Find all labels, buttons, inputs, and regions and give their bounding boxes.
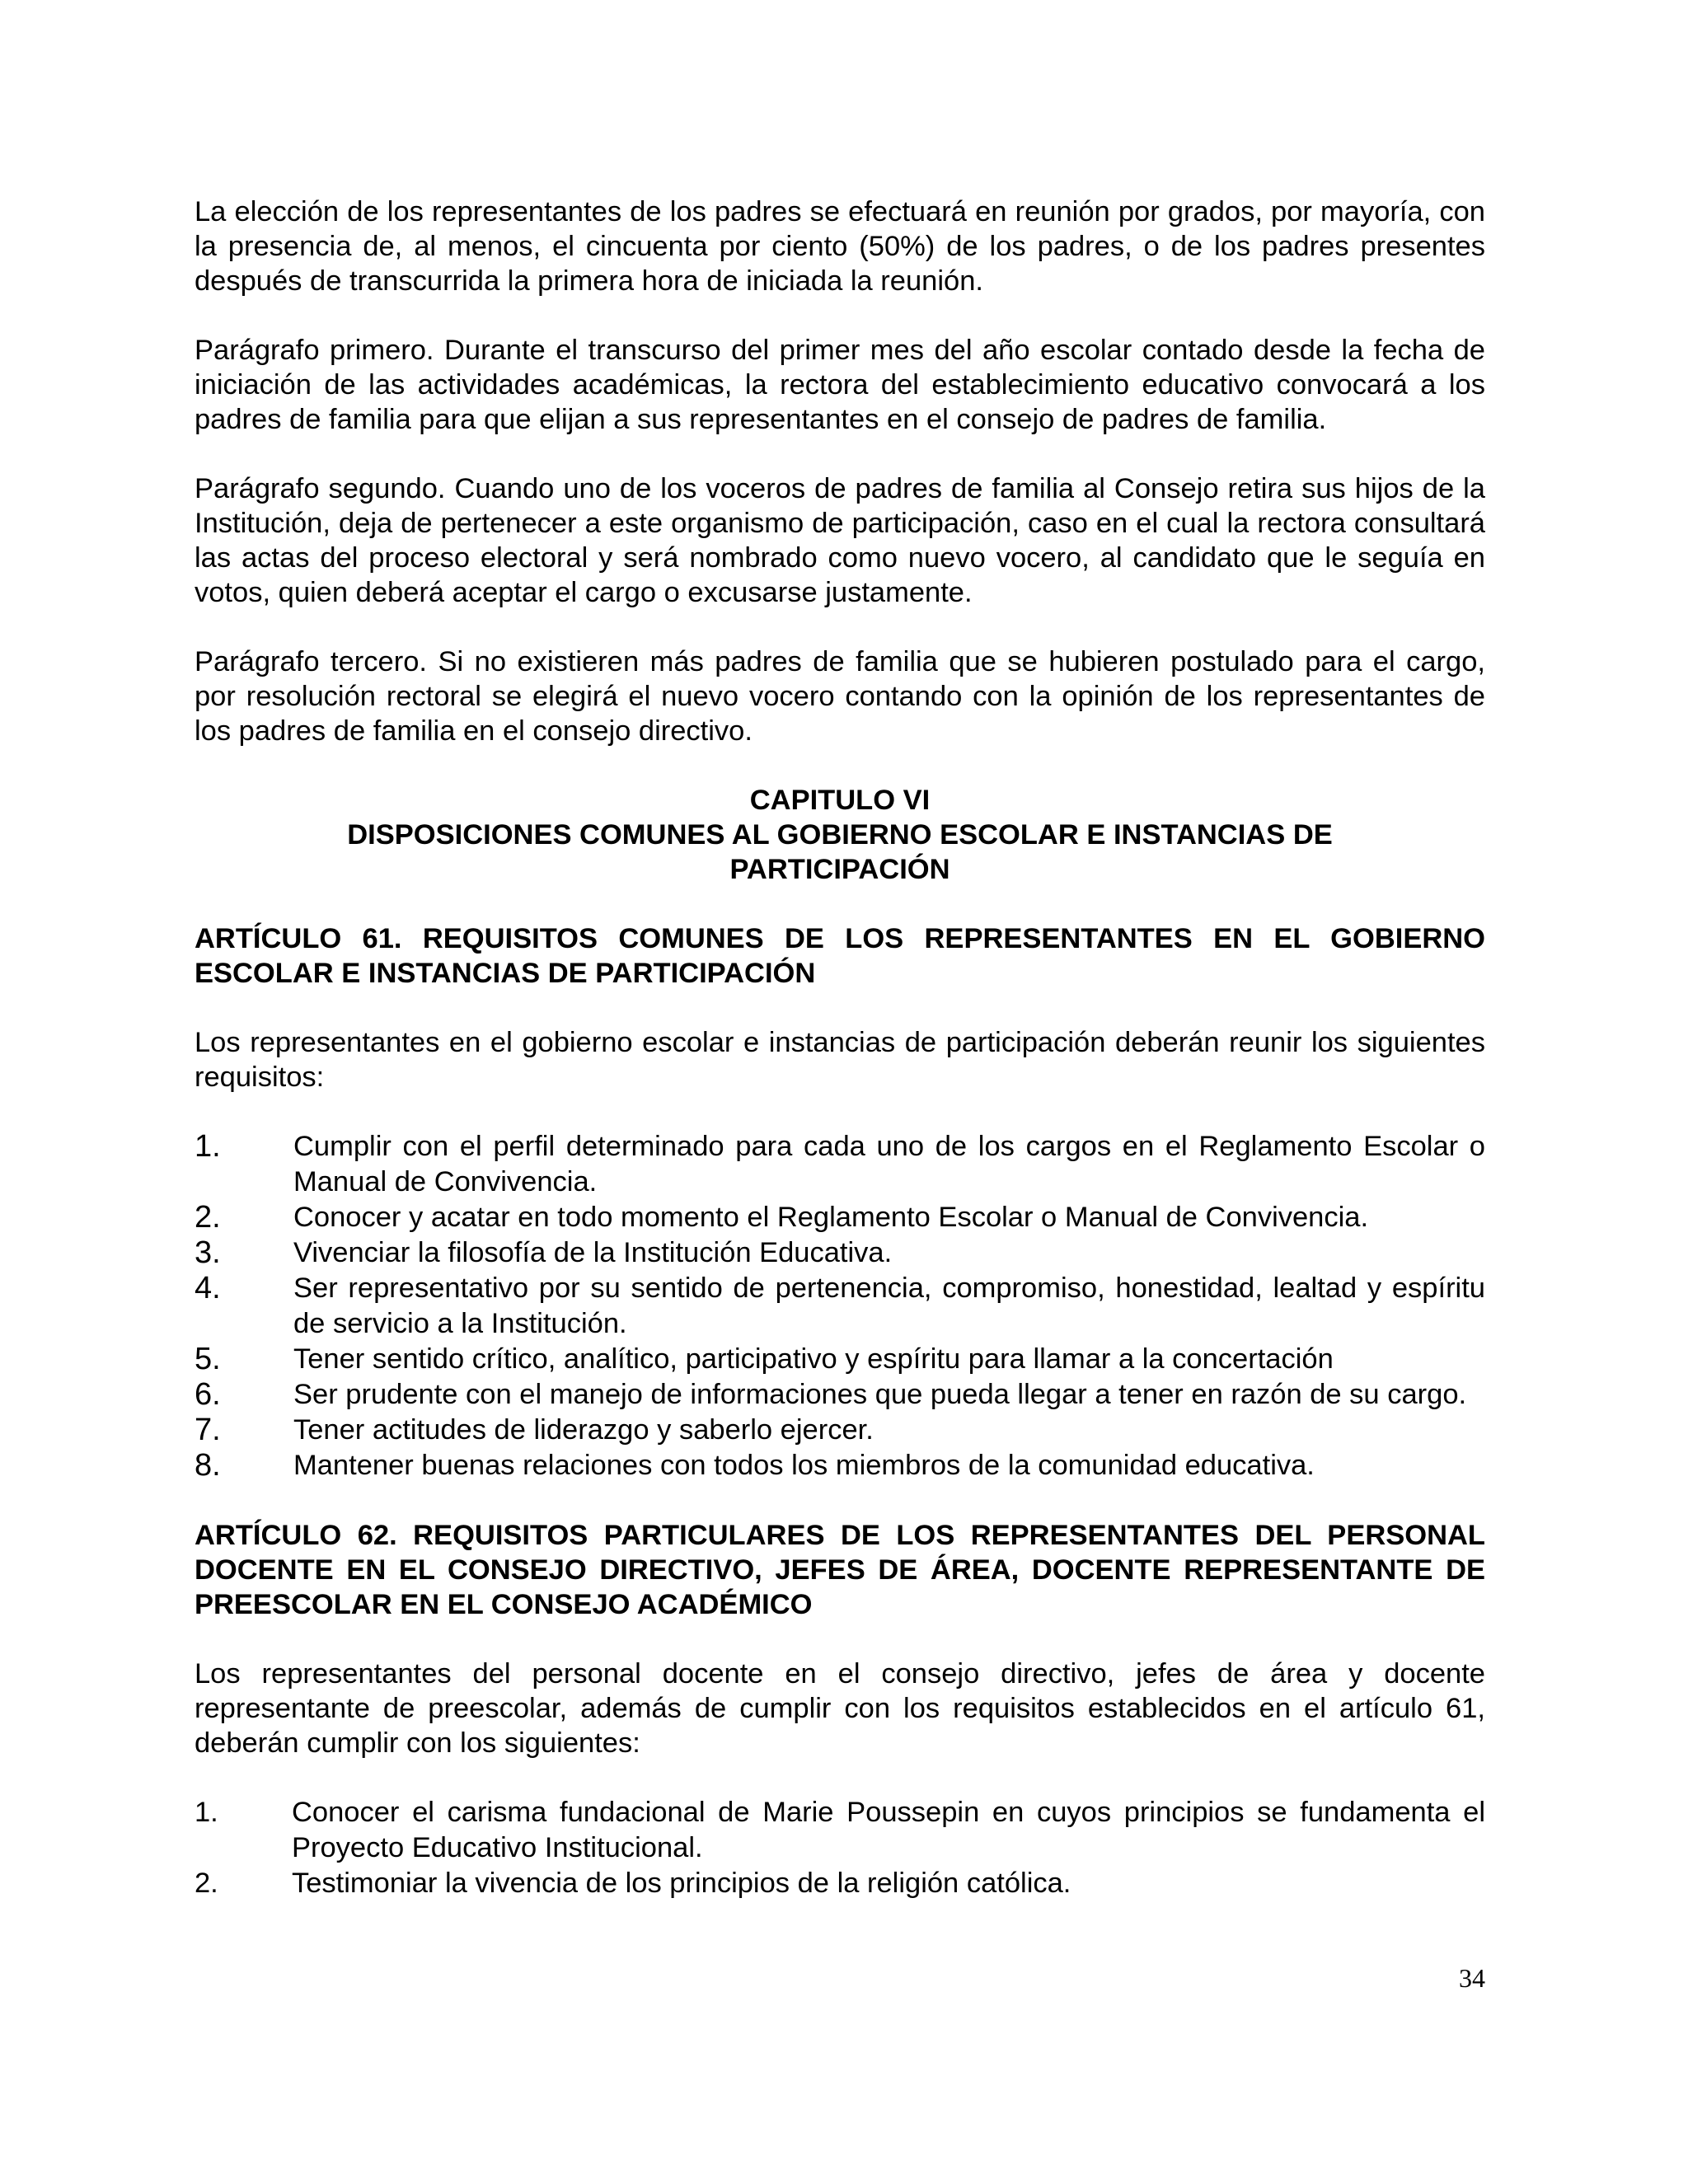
list-item-number: 5. bbox=[195, 1342, 221, 1376]
paragraph-election: La elección de los representantes de los padres se efectuará en reunión por grados, por mayoría, con la presencia de, al menos, el cincuenta por ciento (50%) de los padres, o de los padres presentes después de transcurrida la primera hora de iniciada la reunión. bbox=[195, 196, 1485, 297]
article-61-heading: ARTÍCULO 61. REQUISITOS COMUNES DE LOS REPRESENTANTES EN EL GOBIERNO ESCOLAR E INSTANCIAS DE PARTICIPACIÓN bbox=[195, 923, 1485, 989]
list-item bbox=[195, 1795, 1485, 1866]
paragraph-paragrafo-tercero: Parágrafo tercero. Si no existieren más padres de familia que se hubieren postulado para el cargo, por resolución rectoral se elegirá el nuevo vocero contando con la opinión de los representantes de los padres de familia en el consejo directivo. bbox=[195, 646, 1485, 747]
list-item bbox=[195, 1413, 1485, 1448]
paragraph-paragrafo-segundo: Parágrafo segundo. Cuando uno de los voceros de padres de familia al Consejo retira sus hijos de la Institución, deja de pertenecer a este organismo de participación, caso en el cual la rectora consultará las actas del proceso electoral y será nombrado como nuevo vocero, al candidato que le seguía en votos, quien deberá aceptar el cargo o excusarse justamente. bbox=[195, 473, 1485, 608]
chapter-title-line2: PARTICIPACIÓN bbox=[729, 854, 950, 885]
chapter-number: CAPITULO VI bbox=[749, 785, 931, 816]
list-item-text: Conocer el carisma fundacional de Marie Poussepin en cuyos principios se fundamenta el Proyecto Educativo Institucional. bbox=[292, 1797, 1485, 1863]
list-item-text: Tener actitudes de liderazgo y saberlo ejercer. bbox=[293, 1414, 874, 1446]
list-item bbox=[195, 1377, 1485, 1413]
list-item bbox=[195, 1342, 1485, 1377]
list-item-number: 2. bbox=[195, 1868, 218, 1899]
list-item-number: 8. bbox=[195, 1448, 221, 1483]
list-item-number: 3. bbox=[195, 1235, 221, 1270]
list-item-text: Mantener buenas relaciones con todos los miembros de la comunidad educativa. bbox=[293, 1450, 1315, 1481]
list-item-text: Testimoniar la vivencia de los principios de la religión católica. bbox=[292, 1868, 1071, 1899]
article-62-heading: ARTÍCULO 62. REQUISITOS PARTICULARES DE LOS REPRESENTANTES DEL PERSONAL DOCENTE EN EL CONSEJO DIRECTIVO, JEFES DE ÁREA, DOCENTE REPRESENTANTE DE PREESCOLAR EN EL CONSEJO ACADÉMICO bbox=[195, 1520, 1485, 1620]
list-item-number: 2. bbox=[195, 1200, 221, 1235]
list-item-number: 4. bbox=[195, 1271, 221, 1305]
chapter-title-line1: DISPOSICIONES COMUNES AL GOBIERNO ESCOLAR E INSTANCIAS DE bbox=[347, 819, 1333, 851]
list-item-number: 1. bbox=[195, 1797, 218, 1828]
list-item-number: 1. bbox=[195, 1129, 221, 1164]
list-item bbox=[195, 1200, 1485, 1235]
article-62-intro: Los representantes del personal docente en el consejo directivo, jefes de área y docente representante de preescolar, además de cumplir con los requisitos establecidos en el artículo 61, deberán cumplir con los siguientes: bbox=[195, 1658, 1485, 1759]
list-item-text: Vivenciar la filosofía de la Institución Educativa. bbox=[293, 1237, 893, 1268]
list-item bbox=[195, 1866, 1485, 1901]
article-61-intro: Los representantes en el gobierno escolar e instancias de participación deberán reunir los siguientes requisitos: bbox=[195, 1027, 1485, 1093]
list-item-text: Ser representativo por su sentido de pertenencia, compromiso, honestidad, lealtad y espíritu de servicio a la Institución. bbox=[293, 1272, 1485, 1339]
list-item bbox=[195, 1129, 1485, 1200]
list-item bbox=[195, 1271, 1485, 1342]
list-item-number: 7. bbox=[195, 1413, 221, 1447]
list-item bbox=[195, 1235, 1485, 1271]
list-item bbox=[195, 1448, 1485, 1483]
paragraph-paragrafo-primero: Parágrafo primero. Durante el transcurso del primer mes del año escolar contado desde la fecha de iniciación de las actividades académicas, la rectora del establecimiento educativo convocará a los padres de familia para que elijan a sus representantes en el consejo de padres de familia. bbox=[195, 335, 1485, 435]
document-page bbox=[195, 194, 1485, 1936]
article-62-requirements-list bbox=[195, 1795, 1485, 1901]
list-item-number: 6. bbox=[195, 1377, 221, 1412]
list-item-text: Tener sentido crítico, analítico, participativo y espíritu para llamar a la concertación bbox=[293, 1343, 1334, 1375]
chapter-heading bbox=[195, 783, 1485, 887]
list-item-text: Cumplir con el perfil determinado para cada uno de los cargos en el Reglamento Escolar o Manual de Convivencia. bbox=[293, 1131, 1485, 1197]
list-item-text: Conocer y acatar en todo momento el Reglamento Escolar o Manual de Convivencia. bbox=[293, 1202, 1369, 1233]
page-number: 34 bbox=[1459, 1963, 1485, 1993]
article-61-requirements-list bbox=[195, 1129, 1485, 1483]
list-item-text: Ser prudente con el manejo de informaciones que pueda llegar a tener en razón de su cargo. bbox=[293, 1379, 1467, 1410]
